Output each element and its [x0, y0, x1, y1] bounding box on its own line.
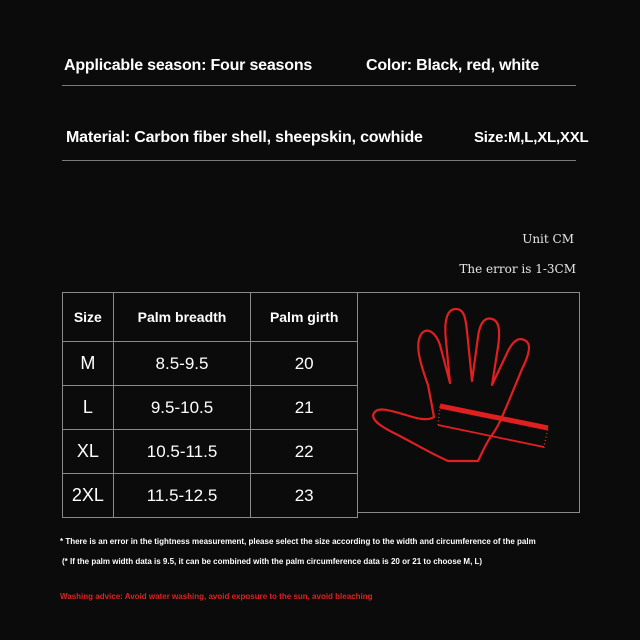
measurement-note: * There is an error in the tightness measurement, please select the size according to the width and circumference of the palm [60, 537, 536, 546]
hand-illustration-panel [358, 292, 580, 513]
cell-palm-girth: 20 [251, 342, 358, 386]
spec-color: Color: Black, red, white [366, 57, 540, 74]
cell-size: L [63, 386, 114, 430]
cell-palm-breadth: 9.5-10.5 [113, 386, 251, 430]
header-palm-breadth: Palm breadth [113, 293, 251, 342]
table-row [63, 430, 358, 474]
table-row [63, 342, 358, 386]
cell-palm-girth: 21 [251, 386, 358, 430]
spec-season: Applicable season: Four seasons [64, 57, 313, 74]
table-row [63, 386, 358, 430]
error-note: The error is 1-3CM [459, 262, 576, 276]
cell-size: XL [63, 430, 114, 474]
washing-advice: Washing advice: Avoid water washing, avoid exposure to the sun, avoid bleaching [60, 592, 373, 601]
cell-palm-breadth: 11.5-12.5 [113, 474, 251, 518]
cell-size: M [63, 342, 114, 386]
divider-top [62, 85, 576, 86]
hand-outline-icon [358, 293, 580, 514]
cell-palm-girth: 22 [251, 430, 358, 474]
unit-note: Unit CM [522, 232, 574, 246]
header-size: Size [63, 293, 114, 342]
table-header-row [63, 293, 358, 342]
table-row [63, 474, 358, 518]
size-chart-table [62, 292, 358, 518]
spec-material: Material: Carbon fiber shell, sheepskin, cowhide [66, 129, 423, 146]
example-note: (* If the palm width data is 9.5, it can be combined with the palm circumference data is 20 or 21 to choose M, L) [62, 557, 483, 566]
cell-palm-breadth: 10.5-11.5 [113, 430, 251, 474]
cell-size: 2XL [63, 474, 114, 518]
cell-palm-breadth: 8.5-9.5 [113, 342, 251, 386]
cell-palm-girth: 23 [251, 474, 358, 518]
header-palm-girth: Palm girth [251, 293, 358, 342]
spec-size: Size:M,L,XL,XXL [474, 129, 589, 146]
divider-middle [62, 160, 576, 161]
